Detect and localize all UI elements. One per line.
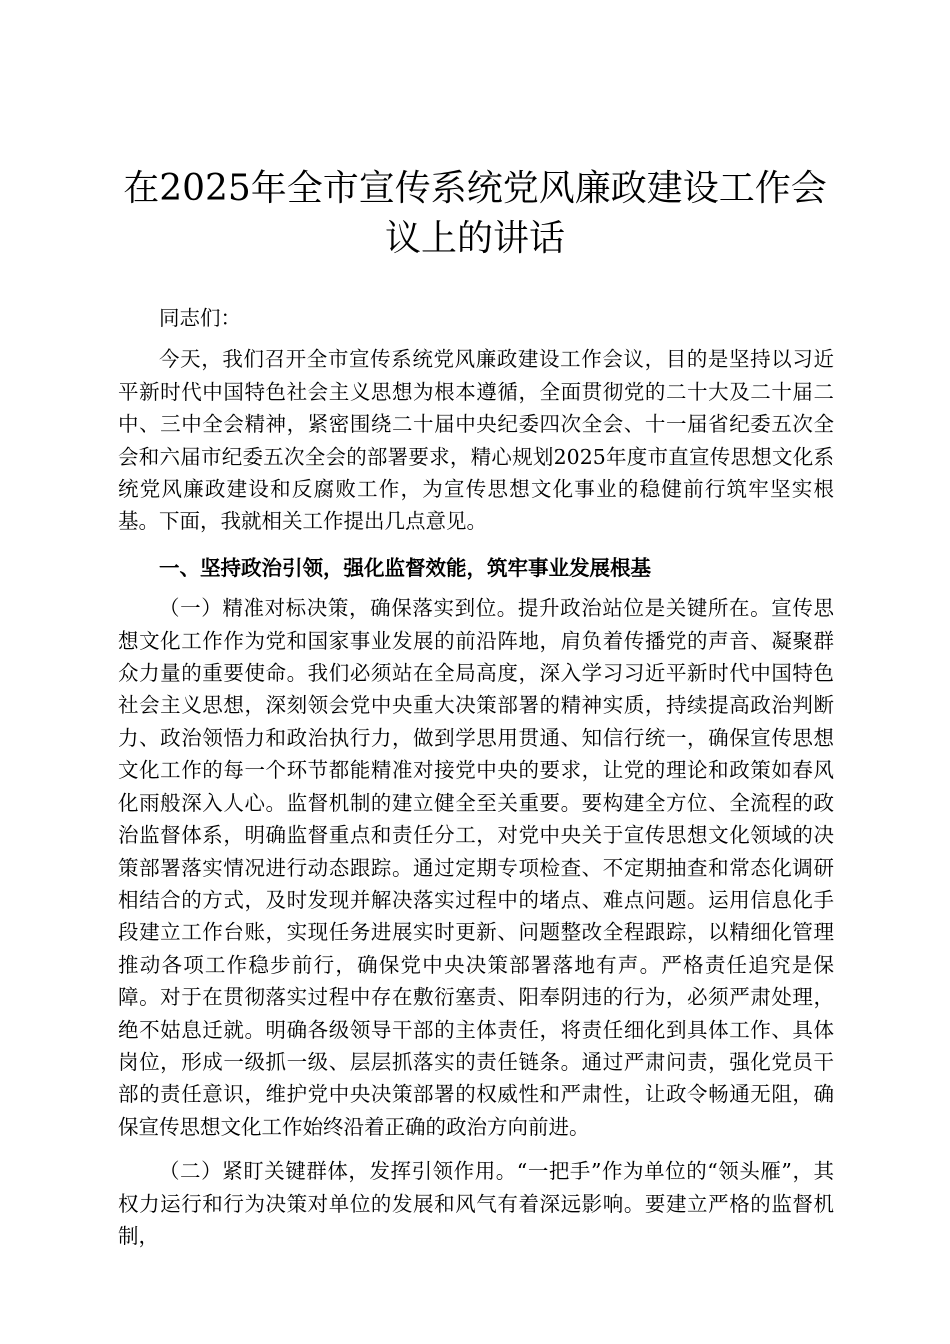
section-heading-1: 一、坚持政治引领，强化监督效能，筑牢事业发展根基 — [159, 555, 651, 580]
subsection-paragraph-1: （一）精准对标决策，确保落实到位。提升政治站位是关键所在。宣传思想文化工作作为党和国家事业发展的前沿阵地，肩负着传播党的声音、凝聚群众力量的重要使命。我们必须站在全局高度，深入学习习近平新时代中国特色社会主义思想，深刻领会党中央重大决策部署的精神实质，持续提高政治判断力、政治领悟力和政治执行力，做到学思用贯通、知信行统一，确保宣传思想文化工作的每一个环节都能精准对接党中央的要求，让党的理论和政策如春风化雨般深入人心。监督机制的建立健全至关重要。要构建全方位、全流程的政治监督体系，明确监督重点和责任分工，对党中央关于宣传思想文化领域的决策部署落实情况进行动态跟踪。通过定期专项检查、不定期抽查和常态化调研相结合的方式，及时发现并解决落实过程中的堵点、难点问题。运用信息化手段建立工作台账，实现任务进展实时更新、问题整改全程跟踪，以精细化管理推动各项工作稳步前行，确保党中央决策部署落地有声。严格责任追究是保障。对于在贯彻落实过程中存在敷衍塞责、阳奉阴违的行为，必须严肃处理，绝不姑息迁就。明确各级领导干部的主体责任，将责任细化到具体工作、具体岗位，形成一级抓一级、层层抓落实的责任链条。通过严肃问责，强化党员干部的责任意识，维护党中央决策部署的权威性和严肃性，让政令畅通无阻，确保宣传思想文化工作始终沿着正确的政治方向前进。 — [118, 596, 834, 1139]
subsection-paragraph-2: （二）紧盯关键群体，发挥引领作用。“一把手”作为单位的“领头雁”，其权力运行和行为决策对单位的发展和风气有着深远影响。要建立严格的监督机制， — [118, 1159, 834, 1248]
salutation: 同志们： — [159, 306, 241, 330]
intro-paragraph: 今天，我们召开全市宣传系统党风廉政建设工作会议，目的是坚持以习近平新时代中国特色社会主义思想为根本遵循，全面贯彻党的二十大及二十届二中、三中全会精神，紧密围绕二十届中央纪委四次全会、十一届省纪委五次全会和六届市纪委五次全会的部署要求，精心规划2025年度市直宣传思想文化系统党风廉政建设和反腐败工作，为宣传思想文化事业的稳健前行筑牢坚实根基。下面，我就相关工作提出几点意见。 — [118, 347, 834, 534]
document-title: 在2025年全市宣传系统党风廉政建设工作会议上的讲话 — [123, 168, 827, 259]
document-body — [118, 302, 834, 1252]
